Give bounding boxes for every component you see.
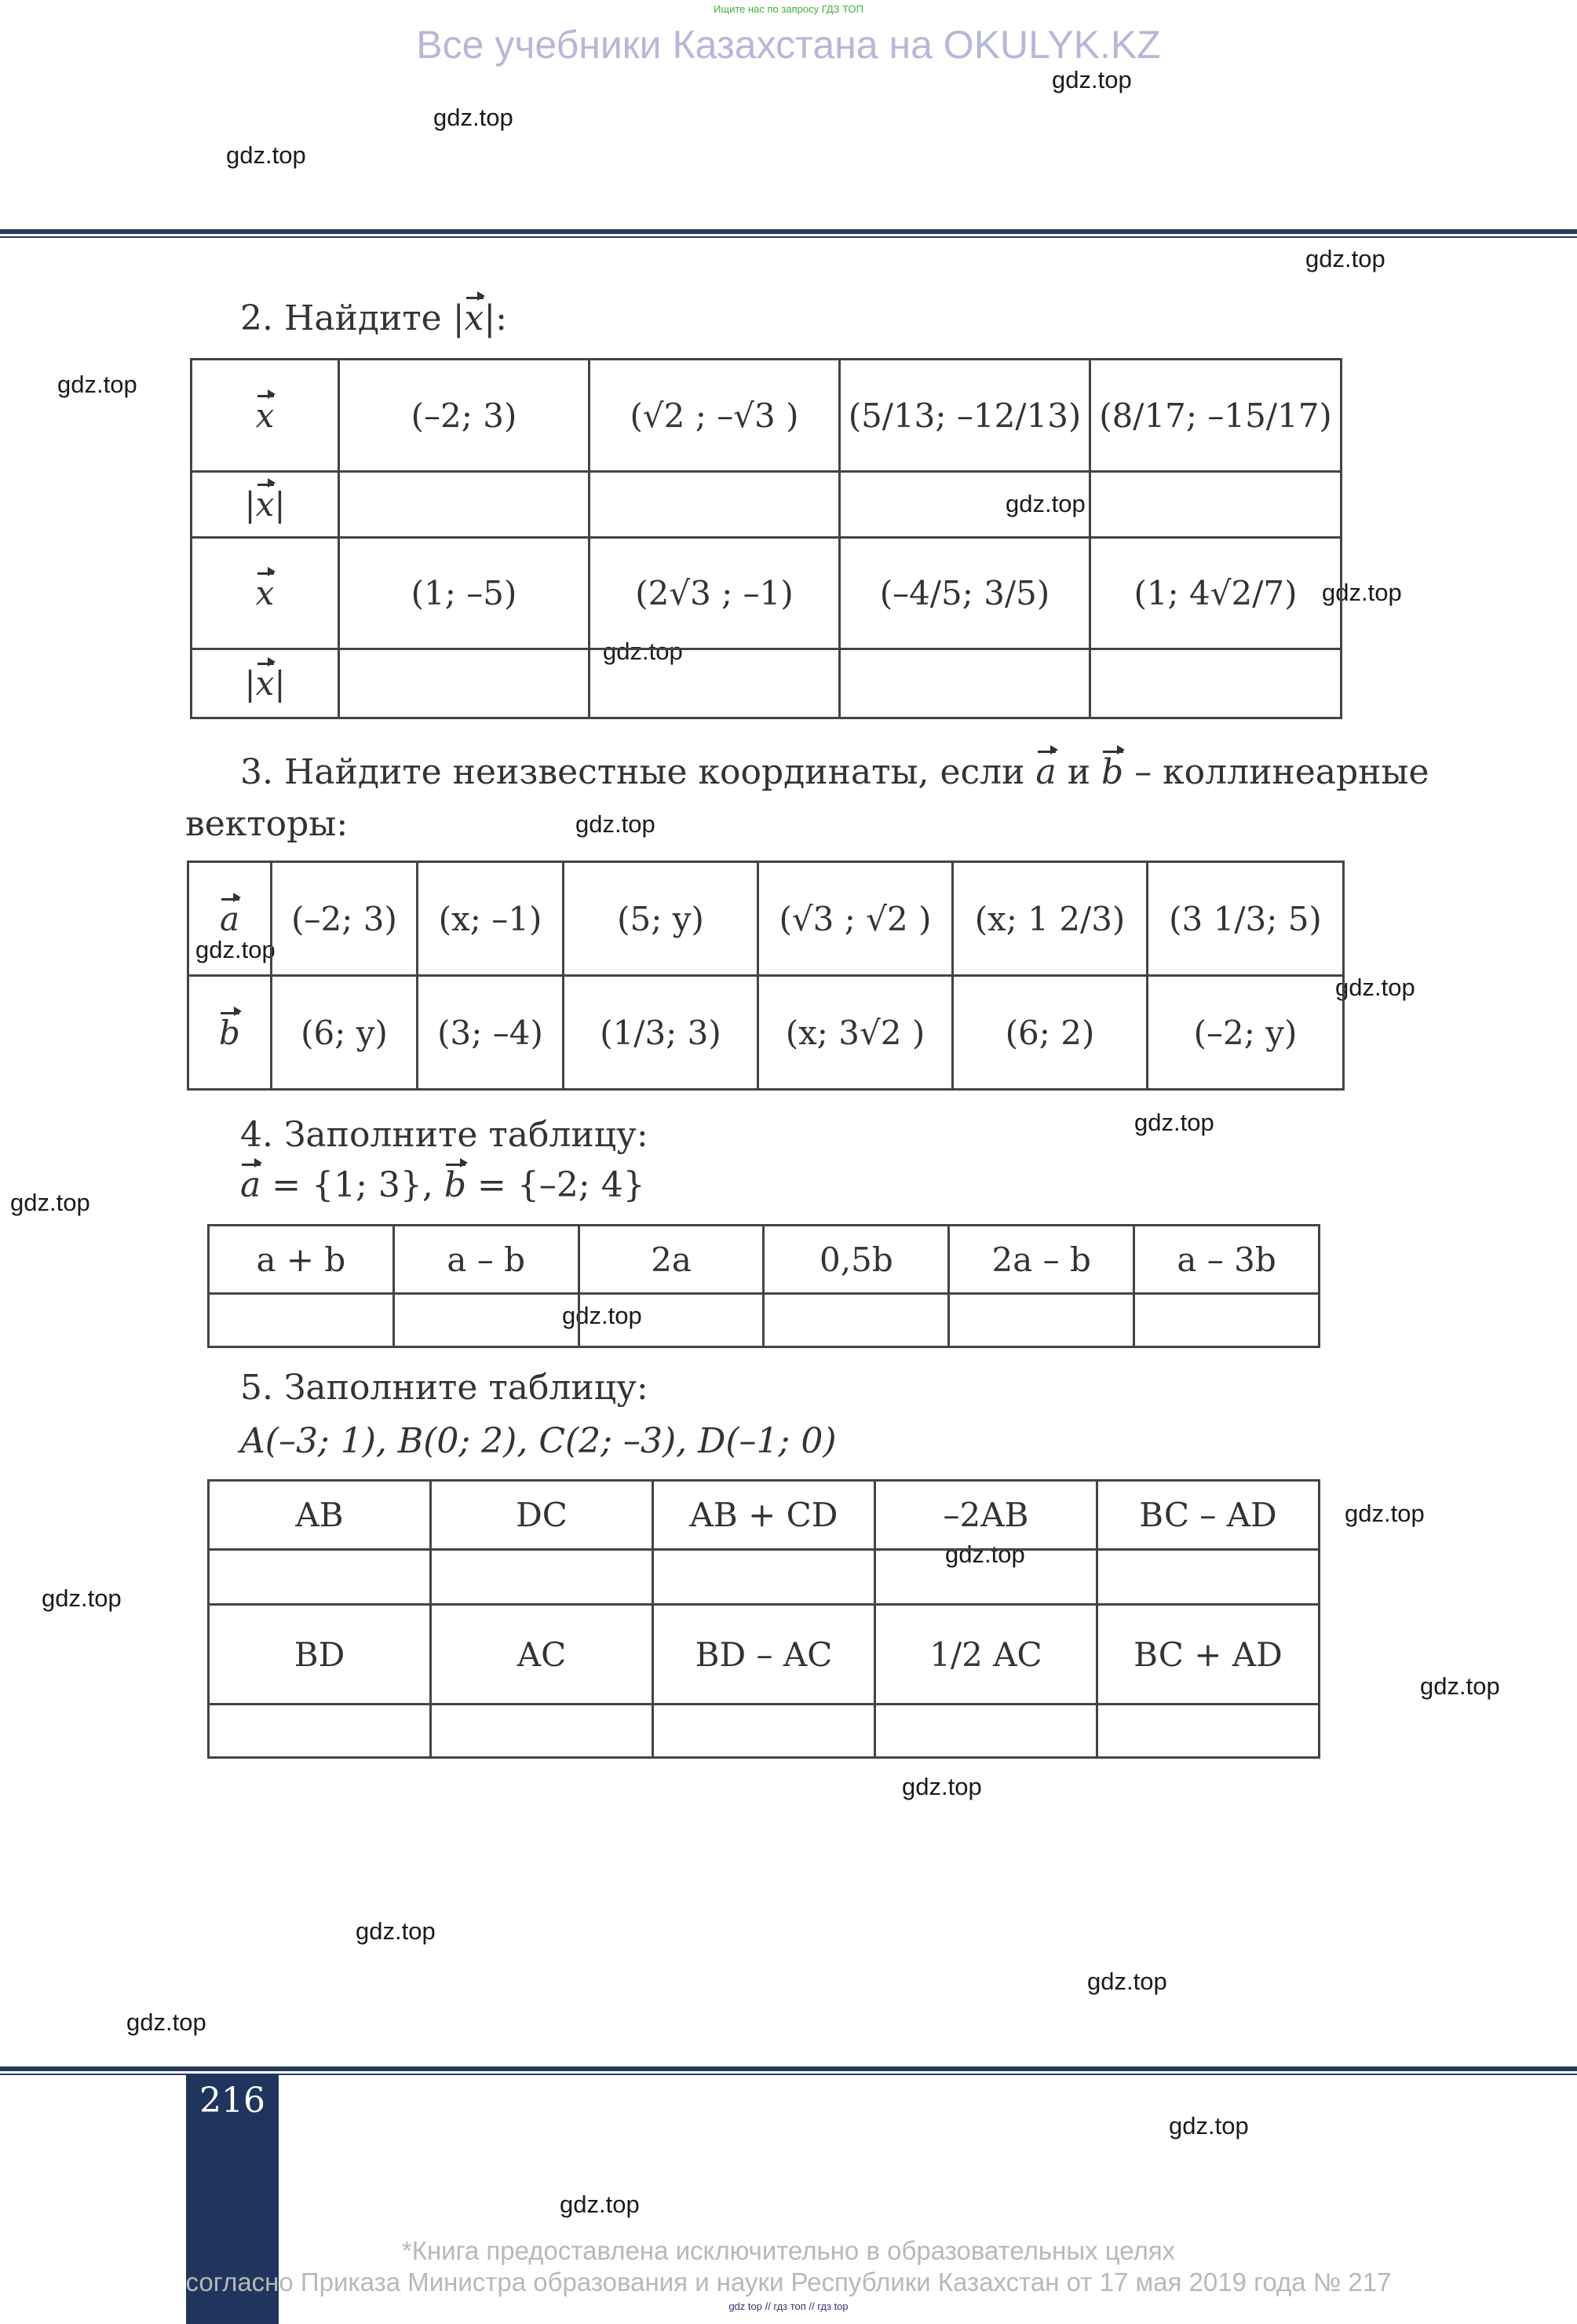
watermark: gdz.top xyxy=(575,810,655,838)
cell: (6; 2) xyxy=(953,976,1148,1090)
header-cell: AC xyxy=(431,1605,653,1705)
header-cell: a – b xyxy=(393,1226,579,1294)
answer-cell[interactable] xyxy=(431,1705,653,1758)
header-cell: –2AB xyxy=(875,1481,1097,1550)
watermark: gdz.top xyxy=(1134,1109,1214,1136)
cell-abs-x-label: |x| xyxy=(192,472,339,538)
cell: (5/13; –12/13) xyxy=(840,360,1090,472)
watermark: gdz.top xyxy=(1322,579,1402,606)
watermark: gdz.top xyxy=(1420,1672,1500,1700)
task3-table xyxy=(187,861,1345,1091)
answer-cell[interactable] xyxy=(1134,1294,1320,1347)
answer-cell[interactable] xyxy=(339,472,590,538)
cell: (3 1/3; 5) xyxy=(1148,862,1344,976)
watermark: gdz.top xyxy=(195,936,276,963)
header-cell: BC + AD xyxy=(1097,1605,1320,1705)
watermark: gdz.top xyxy=(226,141,306,169)
header-cell: BD xyxy=(209,1605,431,1705)
cell: (1/3; 3) xyxy=(564,976,758,1090)
watermark: gdz.top xyxy=(1052,66,1132,93)
watermark: gdz.top xyxy=(603,638,683,665)
cell: (√3 ; √2 ) xyxy=(758,862,953,976)
watermark: gdz.top xyxy=(945,1540,1025,1568)
header-cell: BC – AD xyxy=(1097,1481,1320,1550)
answer-cell[interactable] xyxy=(579,1294,764,1347)
task5-heading: 5. Заполните таблицу: xyxy=(240,1368,648,1408)
watermark: gdz.top xyxy=(1345,1500,1425,1527)
cell: (2√3 ; –1) xyxy=(590,538,840,649)
watermark: gdz.top xyxy=(126,2008,206,2036)
header-cell: DC xyxy=(431,1481,653,1550)
cell: (–4/5; 3/5) xyxy=(840,538,1090,649)
answer-cell[interactable] xyxy=(875,1705,1097,1758)
cell-b-label: b xyxy=(188,976,272,1090)
task4-heading: 4. Заполните таблицу: xyxy=(240,1115,648,1155)
header-cell: AB + CD xyxy=(653,1481,875,1550)
cell-a-label: a xyxy=(188,862,272,976)
cell: (1; 4√2/7) xyxy=(1090,538,1342,649)
task5-points: A(–3; 1), B(0; 2), C(2; –3), D(–1; 0) xyxy=(240,1421,837,1461)
watermark: gdz.top xyxy=(433,104,513,131)
task3-heading: 3. Найдите неизвестные координаты, если a и b – коллинеарные xyxy=(240,752,1429,792)
watermark: gdz.top xyxy=(1335,974,1415,1001)
site-banner[interactable]: Все учебники Казахстана на OKULYK.KZ xyxy=(416,23,1161,67)
watermark: gdz.top xyxy=(356,1917,436,1945)
answer-cell[interactable] xyxy=(840,649,1090,718)
answer-cell[interactable] xyxy=(590,472,840,538)
answer-cell[interactable] xyxy=(1090,649,1342,718)
cell: (√2 ; –√3 ) xyxy=(590,360,840,472)
watermark: gdz.top xyxy=(1305,245,1385,272)
answer-cell[interactable] xyxy=(653,1550,875,1605)
answer-cell[interactable] xyxy=(875,1550,1097,1605)
answer-cell[interactable] xyxy=(590,649,840,718)
header-cell: a + b xyxy=(209,1226,394,1294)
top-note: Ищите нас по запросу ГДЗ ТОП xyxy=(714,3,863,15)
watermark: gdz.top xyxy=(1169,2112,1249,2139)
answer-cell[interactable] xyxy=(1090,472,1342,538)
task2-table xyxy=(190,358,1342,719)
answer-cell[interactable] xyxy=(1097,1550,1320,1605)
cell: (x; 1 2/3) xyxy=(953,862,1148,976)
header-cell: a – 3b xyxy=(1134,1226,1320,1294)
cell: (–2; y) xyxy=(1148,976,1344,1090)
bottom-note: gdz top // гдз топ // гдз top xyxy=(728,2300,849,2312)
task4-table xyxy=(207,1224,1320,1348)
cell: (5; y) xyxy=(564,862,758,976)
answer-cell[interactable] xyxy=(840,472,1090,538)
header-cell: 1/2 AC xyxy=(875,1605,1097,1705)
answer-cell[interactable] xyxy=(393,1294,579,1347)
answer-cell[interactable] xyxy=(431,1550,653,1605)
cell: (x; 3√2 ) xyxy=(758,976,953,1090)
answer-cell[interactable] xyxy=(339,649,590,718)
cell: (3; –4) xyxy=(418,976,564,1090)
answer-cell[interactable] xyxy=(1097,1705,1320,1758)
cell: (–2; 3) xyxy=(272,862,418,976)
answer-cell[interactable] xyxy=(764,1294,949,1347)
cell: (–2; 3) xyxy=(339,360,590,472)
header-rule xyxy=(0,229,1577,234)
task4-given: a = {1; 3}, b = {–2; 4} xyxy=(240,1165,645,1205)
header-cell: 0,5b xyxy=(764,1226,949,1294)
answer-cell[interactable] xyxy=(209,1294,394,1347)
answer-cell[interactable] xyxy=(209,1550,431,1605)
footer-line1: *Книга предоставлена исключительно в образовательных целях xyxy=(401,2236,1176,2265)
answer-cell[interactable] xyxy=(653,1705,875,1758)
task3-heading-line2: векторы: xyxy=(185,804,349,844)
header-rule-thin xyxy=(0,236,1577,238)
header-cell: AB xyxy=(209,1481,431,1550)
watermark: gdz.top xyxy=(1087,1968,1167,1995)
cell: (x; –1) xyxy=(418,862,564,976)
watermark: gdz.top xyxy=(42,1584,122,1612)
page-number: 216 xyxy=(199,2081,265,2121)
watermark: gdz.top xyxy=(902,1773,982,1800)
watermark: gdz.top xyxy=(560,2191,640,2218)
watermark: gdz.top xyxy=(57,371,137,398)
cell: (8/17; –15/17) xyxy=(1090,360,1342,472)
watermark: gdz.top xyxy=(562,1302,642,1329)
answer-cell[interactable] xyxy=(209,1705,431,1758)
header-cell: 2a – b xyxy=(949,1226,1134,1294)
cell: (1; –5) xyxy=(339,538,590,649)
cell-x-label: x xyxy=(192,360,339,472)
cell: (6; y) xyxy=(272,976,418,1090)
task5-table xyxy=(207,1479,1320,1759)
answer-cell[interactable] xyxy=(949,1294,1134,1347)
task2-heading: 2. Найдите |x|: xyxy=(240,298,507,338)
footer-line2: согласно Приказа Министра образования и науки Республики Казахстан от 17 мая 2019 года № 217 xyxy=(185,2267,1392,2297)
cell-x-label: x xyxy=(192,538,339,649)
header-cell: BD – AC xyxy=(653,1605,875,1705)
cell-abs-x-label: |x| xyxy=(192,649,339,718)
header-cell: 2a xyxy=(579,1226,764,1294)
watermark: gdz.top xyxy=(1006,490,1086,517)
watermark: gdz.top xyxy=(10,1189,90,1216)
footer-rule xyxy=(0,2066,1577,2071)
